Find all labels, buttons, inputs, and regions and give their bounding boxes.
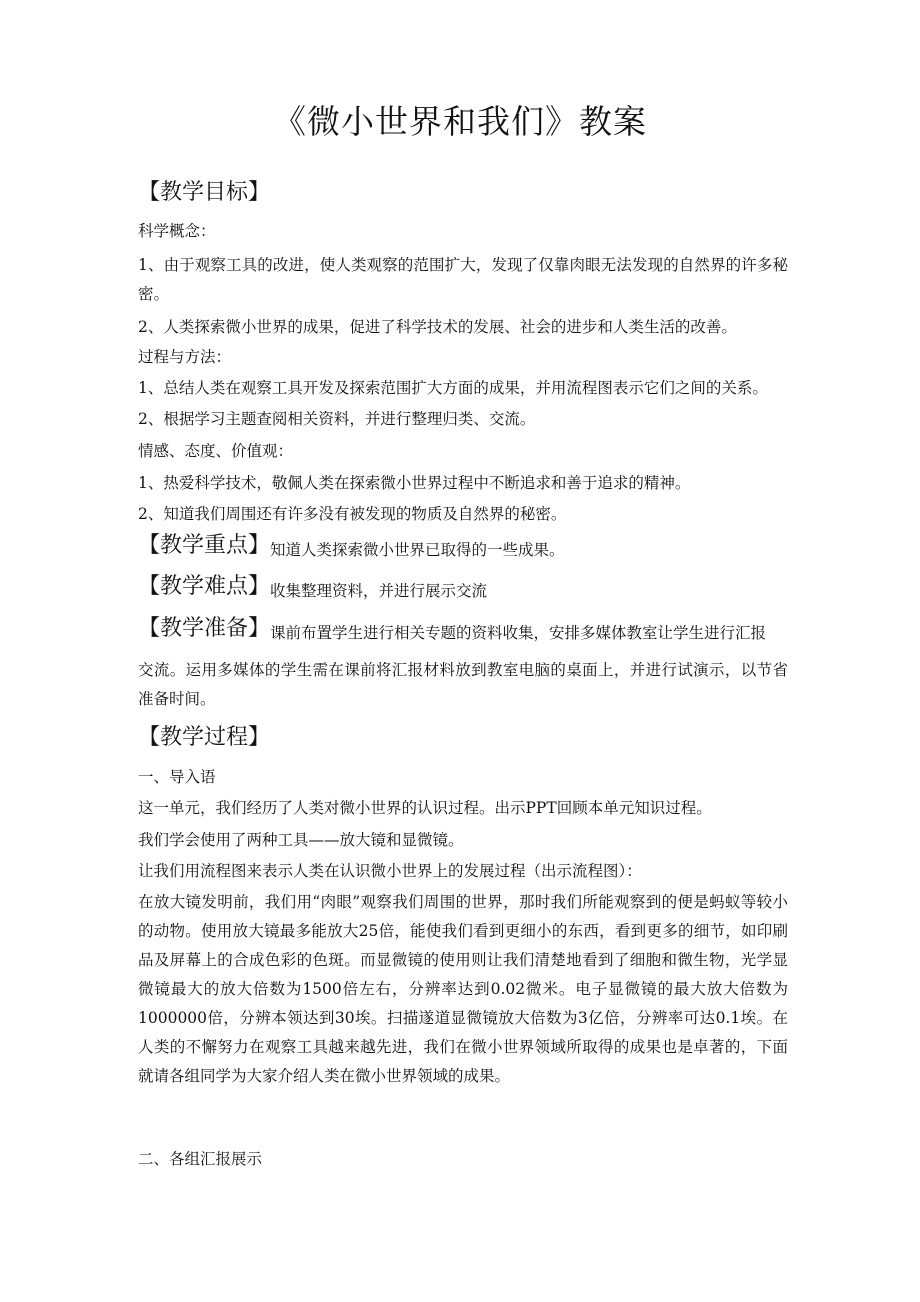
science-item-1: 1、由于观察工具的改进，使人类观察的范围扩大，发现了仅靠肉眼无法发现的自然界的许多秘密。 bbox=[138, 256, 788, 303]
intro-section-title: 一、导入语 bbox=[138, 768, 216, 786]
objectives-heading: 【教学目标】 bbox=[138, 180, 271, 205]
key-point-text: 知道人类探索微小世界已取得的一些成果。 bbox=[270, 541, 565, 559]
difficulty-row bbox=[138, 575, 788, 600]
emotion-item-2: 2、知道我们周围还有许多没有被发现的物质及自然界的秘密。 bbox=[138, 505, 567, 523]
intro-line-3: 让我们用流程图来表示人类在认识微小世界上的发展过程（出示流程图）： bbox=[138, 862, 642, 880]
page-title: 《微小世界和我们》教案 bbox=[273, 102, 647, 141]
key-point-row bbox=[138, 534, 788, 559]
preparation-heading: 【教学准备】 bbox=[138, 616, 271, 641]
report-section-title: 二、各组汇报展示 bbox=[138, 1150, 263, 1168]
process-item-1: 1、总结人类在观察工具开发及探索范围扩大方面的成果，并用流程图表示它们之间的关系。 bbox=[138, 379, 768, 397]
science-item-2: 2、人类探索微小世界的成果，促进了科学技术的发展、社会的进步和人类生活的改善。 bbox=[138, 318, 737, 336]
preparation-text-2: 交流。运用多媒体的学生需在课前将汇报材料放到教室电脑的桌面上，并进行试演示，以节省准备时间。 bbox=[138, 661, 788, 708]
key-point-heading: 【教学重点】 bbox=[138, 533, 271, 558]
intro-line-2: 我们学会使用了两种工具——放大镜和显微镜。 bbox=[138, 831, 464, 849]
difficulty-text: 收集整理资料，并进行展示交流 bbox=[270, 582, 488, 600]
difficulty-heading: 【教学难点】 bbox=[138, 574, 271, 599]
science-label: 科学概念： bbox=[138, 222, 216, 240]
emotion-label: 情感、态度、价值观： bbox=[138, 442, 294, 460]
intro-line-1: 这一单元，我们经历了人类对微小世界的认识过程。出示PPT回顾本单元知识过程。 bbox=[138, 799, 712, 817]
process-item-2: 2、根据学习主题查阅相关资料，并进行整理归类、交流。 bbox=[138, 410, 536, 428]
process-heading: 【教学过程】 bbox=[138, 725, 271, 750]
process-label: 过程与方法： bbox=[138, 348, 232, 366]
emotion-item-1: 1、热爱科学技术，敬佩人类在探索微小世界过程中不断追求和善于追求的精神。 bbox=[138, 474, 691, 492]
intro-paragraph: 在放大镜发明前，我们用“肉眼”观察我们周围的世界，那时我们所能观察到的便是蚂蚁等较小的动物。使用放大镜最多能放大25倍，能使我们看到更细小的东西，看到更多的细节，如印刷品及屏幕上的合成色彩的色斑。而显微镜的使用则让我们清楚地看到了细胞和微生物，光学显微镜最大的放大倍数为1500倍左右，分辨率达到0.02微米。电子显微镜的最大放大倍数为1000000倍，分辨本领达到30埃。扫描遂道显微镜放大倍数为3亿倍，分辨率可达0.1埃。在人类的不懈努力在观察工具越来越先进，我们在微小世界领域所取得的成果也是卓著的，下面就请各组同学为大家介绍人类在微小世界领域的成果。 bbox=[138, 893, 788, 1085]
preparation-text-1: 课前布置学生进行相关专题的资料收集，安排多媒体教室让学生进行汇报 bbox=[270, 624, 767, 642]
preparation-row bbox=[138, 617, 788, 642]
